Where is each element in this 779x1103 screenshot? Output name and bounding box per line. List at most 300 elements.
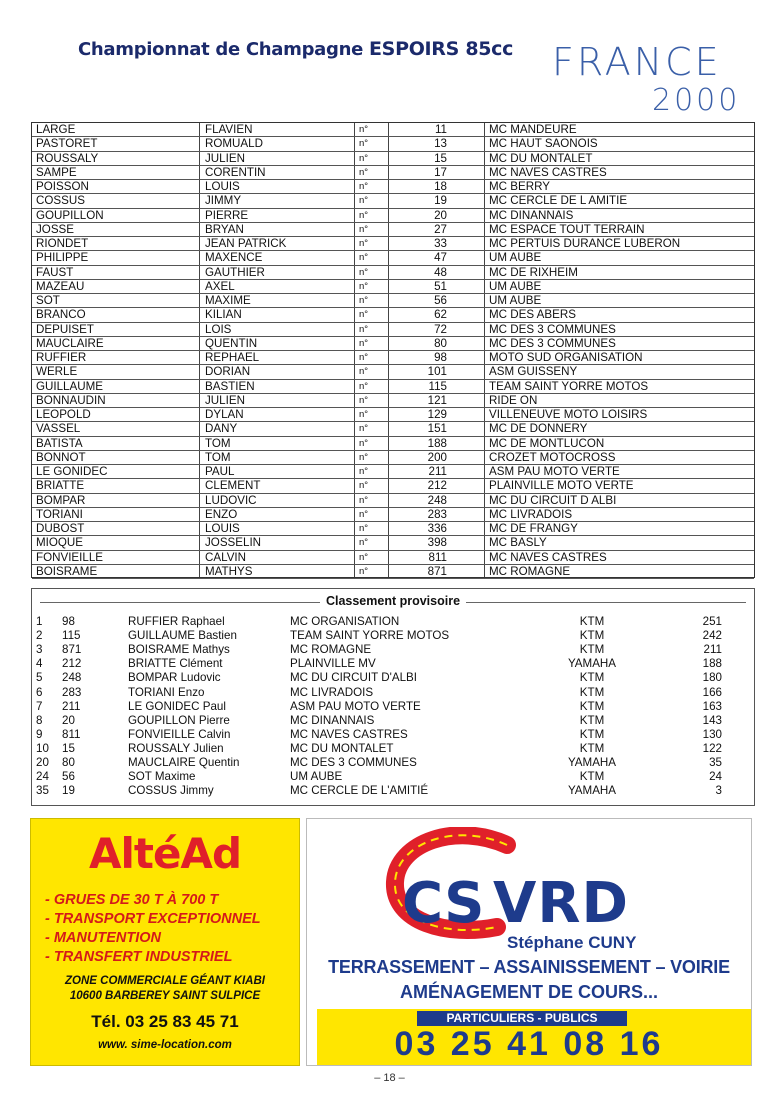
rider-first-name: DYLAN — [205, 408, 244, 421]
ranking-row — [32, 742, 754, 756]
rank-points: 122 — [702, 741, 722, 755]
rider-club: MC NAVES CASTRES — [489, 550, 607, 564]
rider-club: MC ROMAGNE — [489, 564, 571, 578]
rank-brand: KTM — [579, 629, 605, 643]
rider-last-name: BONNAUDIN — [36, 393, 106, 407]
rank-brand: KTM — [579, 741, 605, 755]
rank-rider: RUFFIER Raphael — [128, 615, 225, 628]
rider-number: 212 — [427, 479, 447, 493]
entry-row — [32, 280, 754, 294]
rank-rider: BOISRAME Mathys — [128, 643, 230, 657]
rider-last-name: VASSEL — [36, 422, 81, 436]
number-label: n° — [359, 352, 369, 363]
rider-first-name: LOUIS — [205, 522, 240, 535]
rider-club: MC NAVES CASTRES — [489, 165, 607, 179]
rank-points: 180 — [702, 671, 722, 685]
number-label: n° — [359, 138, 369, 150]
rank-rider: TORIANI Enzo — [128, 685, 205, 699]
rider-first-name: TOM — [205, 450, 231, 464]
rank-brand: KTM — [579, 643, 605, 657]
rank-points: 188 — [702, 657, 722, 671]
rider-last-name: GOUPILLON — [36, 208, 104, 222]
rider-last-name: SAMPE — [36, 165, 77, 179]
csvrd-logo-vrd: VRD — [493, 871, 629, 936]
rank-number: 115 — [62, 629, 81, 643]
rider-first-name: JULIEN — [205, 393, 245, 407]
rider-club: RIDE ON — [489, 393, 538, 407]
rider-club: MOTO SUD ORGANISATION — [489, 351, 643, 364]
rank-number: 15 — [62, 741, 75, 755]
rank-club: UM AUBE — [290, 770, 343, 784]
rider-number: 248 — [427, 493, 447, 507]
rider-last-name: BONNOT — [36, 450, 86, 464]
rank-points: 130 — [702, 727, 722, 741]
rider-club: UM AUBE — [489, 294, 542, 307]
rider-last-name: PASTORET — [36, 137, 98, 151]
rider-last-name: JOSSE — [36, 222, 75, 236]
rider-last-name: MAUCLAIRE — [36, 336, 104, 350]
ranking-row — [32, 615, 754, 629]
rider-first-name: QUENTIN — [205, 336, 258, 350]
rider-last-name: COSSUS — [36, 194, 85, 208]
entry-row — [32, 465, 754, 479]
rank-club: TEAM SAINT YORRE MOTOS — [290, 629, 450, 643]
rider-number: 80 — [434, 336, 447, 350]
rider-last-name: FONVIEILLE — [36, 550, 104, 564]
number-label: n° — [359, 337, 369, 349]
entry-row — [32, 380, 754, 394]
rider-last-name: LEOPOLD — [36, 408, 91, 421]
rider-number: 56 — [434, 294, 447, 307]
rank-rider: COSSUS Jimmy — [128, 784, 214, 798]
altead-logo: AltéAd — [88, 829, 242, 878]
rank-points: 143 — [702, 713, 722, 727]
number-label: n° — [359, 295, 369, 306]
entry-row — [32, 180, 754, 194]
ranking-row — [32, 629, 754, 643]
page-title — [78, 38, 513, 60]
ranking-row — [32, 728, 754, 742]
entry-row — [32, 494, 754, 508]
address-line: ZONE COMMERCIALE GÉANT KIABI — [65, 975, 265, 987]
rank-position: 20 — [36, 756, 49, 769]
rank-number: 811 — [62, 727, 81, 741]
rank-club: MC NAVES CASTRES — [290, 727, 408, 741]
rider-first-name: JOSSELIN — [205, 536, 262, 550]
rank-brand: KTM — [579, 713, 605, 727]
rider-club: ASM PAU MOTO VERTE — [489, 465, 620, 478]
rank-club: MC DU CIRCUIT D'ALBI — [290, 671, 417, 685]
rank-position: 3 — [36, 643, 43, 657]
rank-position: 8 — [36, 713, 43, 727]
number-label: n° — [359, 252, 369, 264]
rider-club: MC DINANNAIS — [489, 208, 574, 222]
entry-row — [32, 337, 754, 351]
rider-club: MC HAUT SAONOIS — [489, 137, 598, 151]
rider-last-name: BOISRAME — [36, 564, 98, 578]
rider-number: 98 — [434, 351, 447, 364]
number-label: n° — [359, 366, 369, 378]
entry-row — [32, 194, 754, 208]
rider-first-name: TOM — [205, 436, 231, 450]
rank-brand: YAMAHA — [567, 657, 617, 671]
rank-club: MC DES 3 COMMUNES — [290, 756, 417, 769]
rider-club: MC DE DONNERY — [489, 422, 588, 436]
rider-club: TEAM SAINT YORRE MOTOS — [489, 379, 649, 393]
rider-last-name: BATISTA — [36, 436, 83, 450]
entry-row — [32, 323, 754, 337]
altead-services — [45, 891, 261, 967]
number-label: n° — [359, 181, 369, 192]
rank-club: MC ORGANISATION — [290, 615, 400, 628]
rider-last-name: LARGE — [36, 123, 76, 136]
rider-club: MC DES ABERS — [489, 308, 576, 322]
rider-number: 20 — [434, 208, 447, 222]
rank-number: 248 — [62, 671, 82, 685]
rider-first-name: DANY — [205, 422, 238, 436]
rider-last-name: BRANCO — [36, 308, 86, 322]
number-label: n° — [359, 508, 369, 520]
rank-number: 283 — [62, 685, 82, 699]
number-label: n° — [359, 423, 369, 435]
rider-club: ASM GUISSENY — [489, 365, 578, 379]
rider-first-name: LUDOVIC — [205, 493, 257, 507]
rank-number: 871 — [62, 643, 82, 657]
csvrd-advert — [306, 818, 752, 1066]
rank-points: 24 — [709, 770, 722, 784]
entry-row — [32, 294, 754, 308]
entry-row — [32, 152, 754, 166]
rank-club: MC CERCLE DE L'AMITIÉ — [290, 784, 429, 798]
rider-number: 15 — [434, 151, 447, 165]
rider-number: 811 — [428, 550, 447, 564]
number-label: n° — [359, 565, 369, 577]
rider-first-name: KILIAN — [205, 308, 242, 322]
rider-first-name: ROMUALD — [205, 137, 263, 151]
rank-rider: SOT Maxime — [128, 770, 196, 784]
country-handwritten: FRANCE — [552, 40, 722, 84]
service-item: - TRANSPORT EXCEPTIONNEL — [45, 911, 261, 927]
rank-points: 211 — [703, 643, 722, 657]
rider-last-name: MAZEAU — [36, 279, 85, 293]
rider-number: 398 — [427, 536, 447, 550]
rank-brand: KTM — [579, 615, 605, 628]
rider-number: 18 — [434, 180, 447, 193]
altead-website: www. sime-location.com — [98, 1039, 232, 1051]
altead-phone: Tél. 03 25 83 45 71 — [91, 1012, 239, 1031]
rider-number: 283 — [427, 507, 447, 521]
rank-position: 35 — [36, 784, 49, 798]
service-item: - GRUES DE 30 T À 700 T — [45, 892, 219, 908]
rank-brand: KTM — [579, 770, 605, 784]
provisional-ranking — [31, 588, 755, 806]
ranking-row — [32, 700, 754, 714]
rider-first-name: GAUTHIER — [205, 265, 265, 279]
rank-rider: GOUPILLON Pierre — [128, 713, 230, 727]
rank-club: ASM PAU MOTO VERTE — [290, 699, 421, 713]
rider-club: MC DU CIRCUIT D ALBI — [489, 493, 617, 507]
page-number: – 18 – — [374, 1072, 405, 1084]
entry-row — [32, 551, 754, 565]
rider-number: 72 — [434, 322, 447, 336]
entry-row — [32, 123, 754, 137]
rank-number: 56 — [62, 770, 75, 784]
rider-number: 211 — [428, 465, 447, 478]
rider-last-name: MIOQUE — [36, 536, 84, 550]
rider-number: 115 — [428, 379, 447, 393]
rank-club: MC ROMAGNE — [290, 643, 372, 657]
rank-position: 2 — [36, 629, 43, 643]
rank-number: 98 — [62, 615, 75, 628]
entry-row — [32, 479, 754, 493]
rider-number: 151 — [427, 422, 447, 436]
number-label: n° — [359, 223, 369, 235]
number-label: n° — [359, 380, 369, 392]
csvrd-phone: 03 25 41 08 16 — [394, 1025, 664, 1063]
year-handwritten: 2000 — [652, 83, 741, 118]
rank-brand: KTM — [579, 699, 605, 713]
ranking-row — [32, 714, 754, 728]
rider-club: VILLENEUVE MOTO LOISIRS — [489, 408, 648, 421]
rider-club: MC BASLY — [489, 536, 547, 550]
number-label: n° — [359, 280, 369, 292]
entry-row — [32, 223, 754, 237]
service-item: - TRANSFERT INDUSTRIEL — [45, 949, 233, 965]
ranking-row — [32, 643, 754, 657]
rank-position: 1 — [36, 615, 43, 628]
number-label: n° — [359, 124, 369, 135]
number-label: n° — [359, 466, 369, 477]
rank-points: 166 — [702, 685, 722, 699]
rider-number: 27 — [434, 222, 447, 236]
rider-number: 47 — [434, 251, 447, 265]
rider-club: MC BERRY — [489, 180, 550, 193]
number-label: n° — [359, 394, 369, 406]
title-category: ESPOIRS 85cc — [369, 38, 514, 60]
rider-number: 200 — [427, 450, 447, 464]
rank-points: 163 — [702, 699, 722, 713]
rider-first-name: DORIAN — [205, 365, 251, 379]
entry-row — [32, 266, 754, 280]
entry-row — [32, 209, 754, 223]
rider-first-name: LOUIS — [205, 180, 240, 193]
rank-club: MC LIVRADOIS — [290, 685, 374, 699]
entry-row — [32, 365, 754, 379]
rider-last-name: BRIATTE — [36, 479, 85, 493]
rank-club: PLAINVILLE MV — [290, 657, 376, 671]
rider-first-name: CALVIN — [205, 550, 247, 564]
rank-position: 9 — [36, 727, 43, 741]
rider-last-name: TORIANI — [36, 507, 83, 521]
rank-brand: KTM — [579, 671, 605, 685]
number-label: n° — [359, 537, 369, 549]
rider-club: MC DES 3 COMMUNES — [489, 336, 616, 350]
rider-club: MC DE FRANGY — [489, 522, 578, 535]
rank-rider: FONVIEILLE Calvin — [128, 727, 231, 741]
rider-first-name: JEAN PATRICK — [205, 237, 287, 250]
rank-position: 24 — [36, 770, 49, 784]
rank-rider: LE GONIDEC Paul — [128, 699, 226, 713]
rider-club: MC DU MONTALET — [489, 151, 593, 165]
entry-row — [32, 522, 754, 536]
rider-first-name: AXEL — [205, 279, 235, 293]
rider-club: MC PERTUIS DURANCE LUBERON — [489, 237, 681, 250]
rider-number: 17 — [434, 165, 447, 179]
rider-club: PLAINVILLE MOTO VERTE — [489, 479, 634, 493]
entry-row — [32, 451, 754, 465]
rider-last-name: DEPUISET — [36, 322, 94, 336]
entry-row — [32, 166, 754, 180]
rank-number: 20 — [62, 713, 75, 727]
entry-row — [32, 351, 754, 365]
rider-last-name: WERLE — [36, 365, 78, 379]
number-label: n° — [359, 494, 369, 506]
rank-club: MC DU MONTALET — [290, 741, 394, 755]
number-label: n° — [359, 166, 369, 178]
rank-rider: GUILLAUME Bastien — [128, 629, 237, 643]
rider-number: 13 — [434, 137, 447, 151]
rank-position: 7 — [36, 699, 43, 713]
rank-rider: MAUCLAIRE Quentin — [128, 756, 240, 769]
rank-brand: YAMAHA — [567, 756, 617, 769]
number-label: n° — [359, 238, 369, 249]
rank-number: 19 — [62, 784, 75, 798]
rank-brand: YAMAHA — [567, 784, 617, 798]
entry-row — [32, 408, 754, 422]
rank-rider: ROUSSALY Julien — [128, 741, 224, 755]
rider-club: UM AUBE — [489, 251, 542, 265]
altead-advert — [30, 818, 300, 1066]
rider-club: MC DE MONTLUCON — [489, 436, 605, 450]
ranking-row — [32, 657, 754, 671]
number-label: n° — [359, 209, 369, 221]
rider-last-name: LE GONIDEC — [36, 465, 108, 478]
number-label: n° — [359, 152, 369, 164]
rank-rider: BOMPAR Ludovic — [128, 671, 221, 685]
rider-first-name: JULIEN — [205, 151, 245, 165]
rider-number: 11 — [434, 123, 447, 136]
rider-first-name: ENZO — [205, 507, 238, 521]
entry-row — [32, 137, 754, 151]
rider-first-name: MAXIME — [205, 294, 251, 307]
number-label: n° — [359, 266, 369, 278]
entry-row — [32, 565, 754, 579]
rider-number: 871 — [427, 564, 447, 578]
rider-club: CROZET MOTOCROSS — [489, 450, 616, 464]
rider-number: 48 — [434, 265, 447, 279]
rank-brand: KTM — [579, 727, 605, 741]
csvrd-clients: PARTICULIERS - PUBLICS — [417, 1011, 627, 1026]
rank-number: 80 — [62, 756, 75, 769]
rider-first-name: FLAVIEN — [205, 123, 253, 136]
title-main: Championnat de Champagne — [78, 39, 364, 60]
rider-number: 33 — [434, 237, 447, 250]
ranking-title: Classement provisoire — [32, 594, 754, 608]
rider-club: MC MANDEURE — [489, 123, 577, 136]
rank-position: 6 — [36, 685, 43, 699]
rider-first-name: BRYAN — [205, 222, 244, 236]
number-label: n° — [359, 480, 369, 492]
rank-club: MC DINANNAIS — [290, 713, 375, 727]
rider-last-name: RIONDET — [36, 237, 89, 250]
rider-first-name: MAXENCE — [205, 251, 263, 265]
entry-row — [32, 437, 754, 451]
number-label: n° — [359, 551, 369, 563]
rider-first-name: REPHAEL — [205, 351, 260, 364]
rank-points: 242 — [702, 629, 722, 643]
rank-points: 35 — [709, 756, 722, 769]
rider-club: MC CERCLE DE L AMITIE — [489, 194, 628, 208]
number-label: n° — [359, 195, 369, 207]
ranking-row — [32, 756, 754, 770]
rider-last-name: GUILLAUME — [36, 379, 104, 393]
rider-club: MC DE RIXHEIM — [489, 265, 578, 279]
rank-position: 5 — [36, 671, 43, 685]
number-label: n° — [359, 451, 369, 463]
rider-first-name: BASTIEN — [205, 379, 255, 393]
altead-address — [31, 974, 299, 1004]
rider-number: 336 — [427, 522, 447, 535]
rank-points: 3 — [715, 784, 722, 798]
rank-number: 211 — [62, 699, 81, 713]
entry-row — [32, 237, 754, 251]
rider-last-name: BOMPAR — [36, 493, 86, 507]
rider-last-name: POISSON — [36, 180, 89, 193]
rank-position: 4 — [36, 657, 43, 671]
rider-club: UM AUBE — [489, 279, 542, 293]
rider-last-name: RUFFIER — [36, 351, 87, 364]
rank-position: 10 — [36, 741, 49, 755]
rider-number: 129 — [427, 408, 447, 421]
number-label: n° — [359, 409, 369, 420]
entry-row — [32, 536, 754, 550]
entry-row — [32, 422, 754, 436]
csvrd-services: TERRASSEMENT – ASSAINISSEMENT – VOIRIE — [328, 957, 730, 977]
entry-row — [32, 394, 754, 408]
service-item: - MANUTENTION — [45, 930, 161, 946]
rider-club: MC ESPACE TOUT TERRAIN — [489, 222, 645, 236]
entry-list-table — [31, 122, 755, 578]
entry-row — [32, 251, 754, 265]
rider-first-name: PIERRE — [205, 208, 249, 222]
rider-first-name: CLEMENT — [205, 479, 261, 493]
rider-last-name: ROUSSALY — [36, 151, 99, 165]
rider-first-name: PAUL — [205, 465, 235, 478]
rank-brand: KTM — [579, 685, 605, 699]
ranking-row — [32, 671, 754, 685]
ranking-row — [32, 784, 754, 798]
csvrd-services-2: AMÉNAGEMENT DE COURS... — [399, 982, 658, 1002]
rider-last-name: FAUST — [36, 265, 74, 279]
rank-number: 212 — [62, 657, 82, 671]
rider-last-name: DUBOST — [36, 522, 85, 535]
rider-number: 19 — [434, 194, 447, 208]
rider-number: 121 — [427, 393, 447, 407]
rider-number: 51 — [434, 279, 447, 293]
rider-last-name: PHILIPPE — [36, 251, 89, 265]
csvrd-owner: Stéphane CUNY — [507, 933, 637, 952]
rider-number: 62 — [434, 308, 447, 322]
csvrd-logo-cs: CS — [402, 871, 485, 936]
rank-rider: BRIATTE Clément — [128, 657, 223, 671]
number-label: n° — [359, 523, 369, 534]
entry-row — [32, 308, 754, 322]
rider-number: 101 — [427, 365, 447, 379]
rider-first-name: MATHYS — [205, 564, 253, 578]
ranking-row — [32, 686, 754, 700]
ranking-row — [32, 770, 754, 784]
rider-first-name: JIMMY — [205, 194, 242, 208]
